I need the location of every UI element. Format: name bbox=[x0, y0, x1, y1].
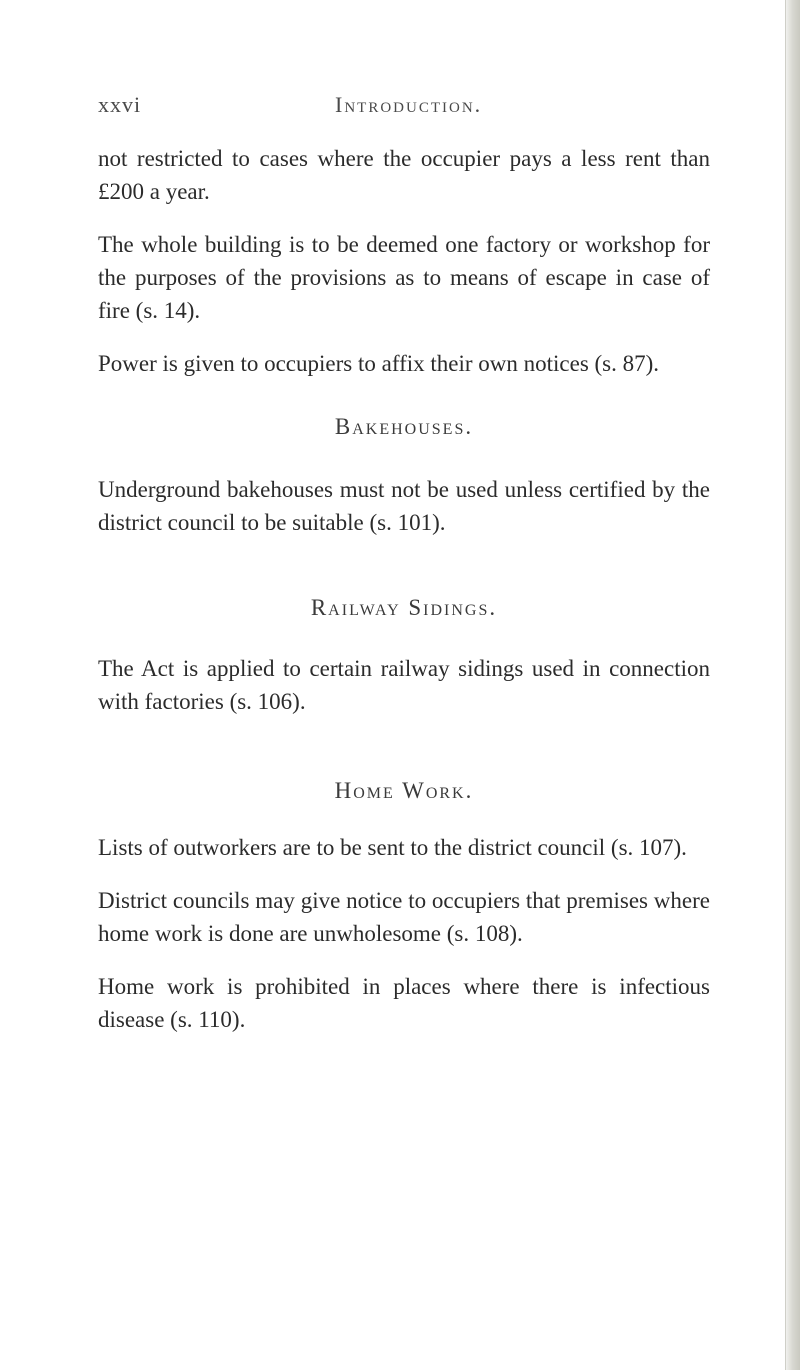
page-number: xxvi bbox=[98, 92, 142, 117]
running-title: Introduction. bbox=[335, 92, 483, 117]
section-heading-home-work: Home Work. bbox=[334, 778, 474, 803]
body-text bbox=[98, 142, 710, 1036]
section-heading-bakehouses: Bakehouses. bbox=[334, 414, 474, 439]
paragraph: The Act is applied to certain railway sidings used in connection with factories (s. 106). bbox=[98, 656, 710, 714]
paragraph: Underground bakehouses must not be used unless certified by the district council to be suitable (s. 101). bbox=[98, 477, 710, 535]
paragraph: The whole building is to be deemed one factory or workshop for the purposes of the provisions as to means of escape in case of fire (s. 14). bbox=[98, 232, 710, 323]
paragraph: District councils may give notice to occupiers that premises where home work is done are unwholesome (s. 108). bbox=[98, 888, 710, 946]
paragraph: not restricted to cases where the occupier pays a less rent than £200 a year. bbox=[98, 146, 710, 204]
page-edge-shadow bbox=[786, 0, 800, 1370]
paragraph: Home work is prohibited in places where there is infectious disease (s. 110). bbox=[98, 974, 710, 1032]
paragraph: Power is given to occupiers to affix their own notices (s. 87). bbox=[98, 351, 660, 376]
paragraph: Lists of outworkers are to be sent to the district council (s. 107). bbox=[98, 835, 687, 860]
page-header bbox=[0, 92, 786, 132]
section-heading-railway-sidings: Railway Sidings. bbox=[310, 595, 498, 620]
